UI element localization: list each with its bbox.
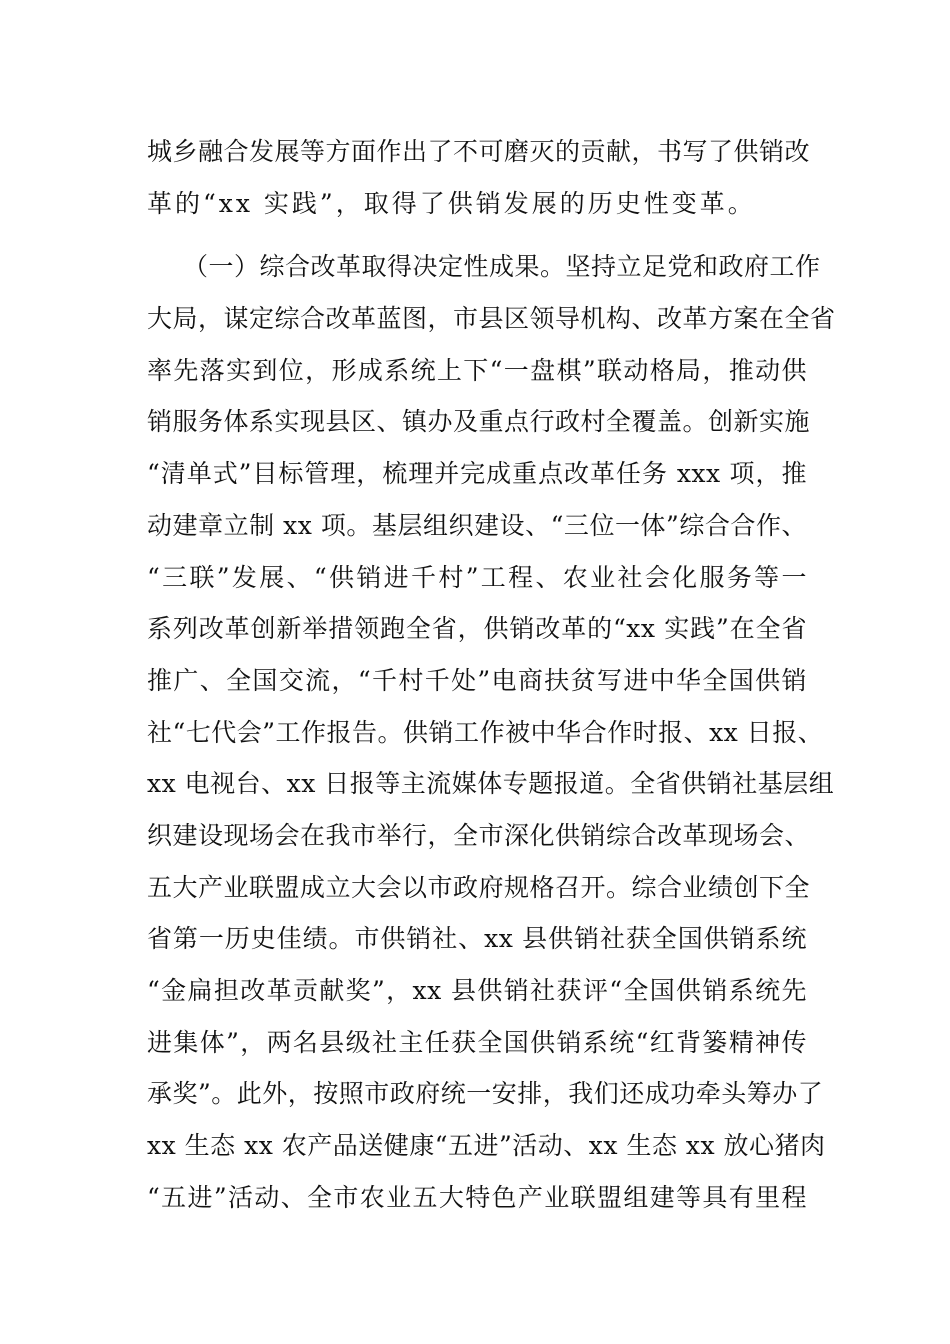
- text-line: “清单式”目标管理，梳理并完成重点改革任务 xxx 项，推: [147, 459, 807, 489]
- text-line: 社“七代会”工作报告。供销工作被中华合作时报、xx 日报、: [147, 717, 824, 747]
- text-line: 织建设现场会在我市举行，全市深化供销综合改革现场会、: [147, 820, 811, 850]
- section-heading-line: （一）综合改革取得决定性成果。坚持立足党和政府工作: [183, 252, 821, 282]
- text-line: 率先落实到位，形成系统上下“一盘棋”联动格局，推动供: [147, 355, 807, 385]
- text-line: 系列改革创新举措领跑全省，供销改革的“xx 实践”在全省: [147, 614, 807, 644]
- text-line: xx 电视台、xx 日报等主流媒体专题报道。全省供销社基层组: [147, 769, 835, 799]
- text-line: 城乡融合发展等方面作出了不可磨灭的贡献，书写了供销改: [147, 137, 811, 166]
- text-line: 推广、全国交流，“千村千处”电商扶贫写进中华全国供销: [147, 665, 807, 695]
- text-line: 承奖”。此外，按照市政府统一安排，我们还成功牵头筹办了: [147, 1079, 824, 1109]
- text-line: “金扁担改革贡献奖”，xx 县供销社获评“全国供销系统先: [147, 976, 807, 1005]
- text-line: “三联”发展、“供销进千村”工程、农业社会化服务等一: [147, 562, 807, 592]
- text-line: 进集体”，两名县级社主任获全国供销系统“红背篓精神传: [147, 1027, 807, 1057]
- text-line: “五进”活动、全市农业五大特色产业联盟组建等具有里程: [147, 1182, 807, 1212]
- text-line: xx 生态 xx 农产品送健康“五进”活动、xx 生态 xx 放心猪肉: [147, 1131, 826, 1161]
- text-line: 销服务体系实现县区、镇办及重点行政村全覆盖。创新实施: [147, 407, 811, 437]
- text-line: 动建章立制 xx 项。基层组织建设、“三位一体”综合合作、: [147, 510, 807, 540]
- text-line: 革的“xx 实践”，取得了供销发展的历史性变革。: [147, 188, 756, 218]
- text-line: 省第一历史佳绩。市供销社、xx 县供销社获全国供销系统: [147, 924, 807, 954]
- text-line: 大局，谋定综合改革蓝图，市县区领导机构、改革方案在全省: [147, 304, 836, 334]
- text-line: 五大产业联盟成立大会以市政府规格召开。综合业绩创下全: [147, 872, 811, 902]
- document-body: [147, 126, 836, 1223]
